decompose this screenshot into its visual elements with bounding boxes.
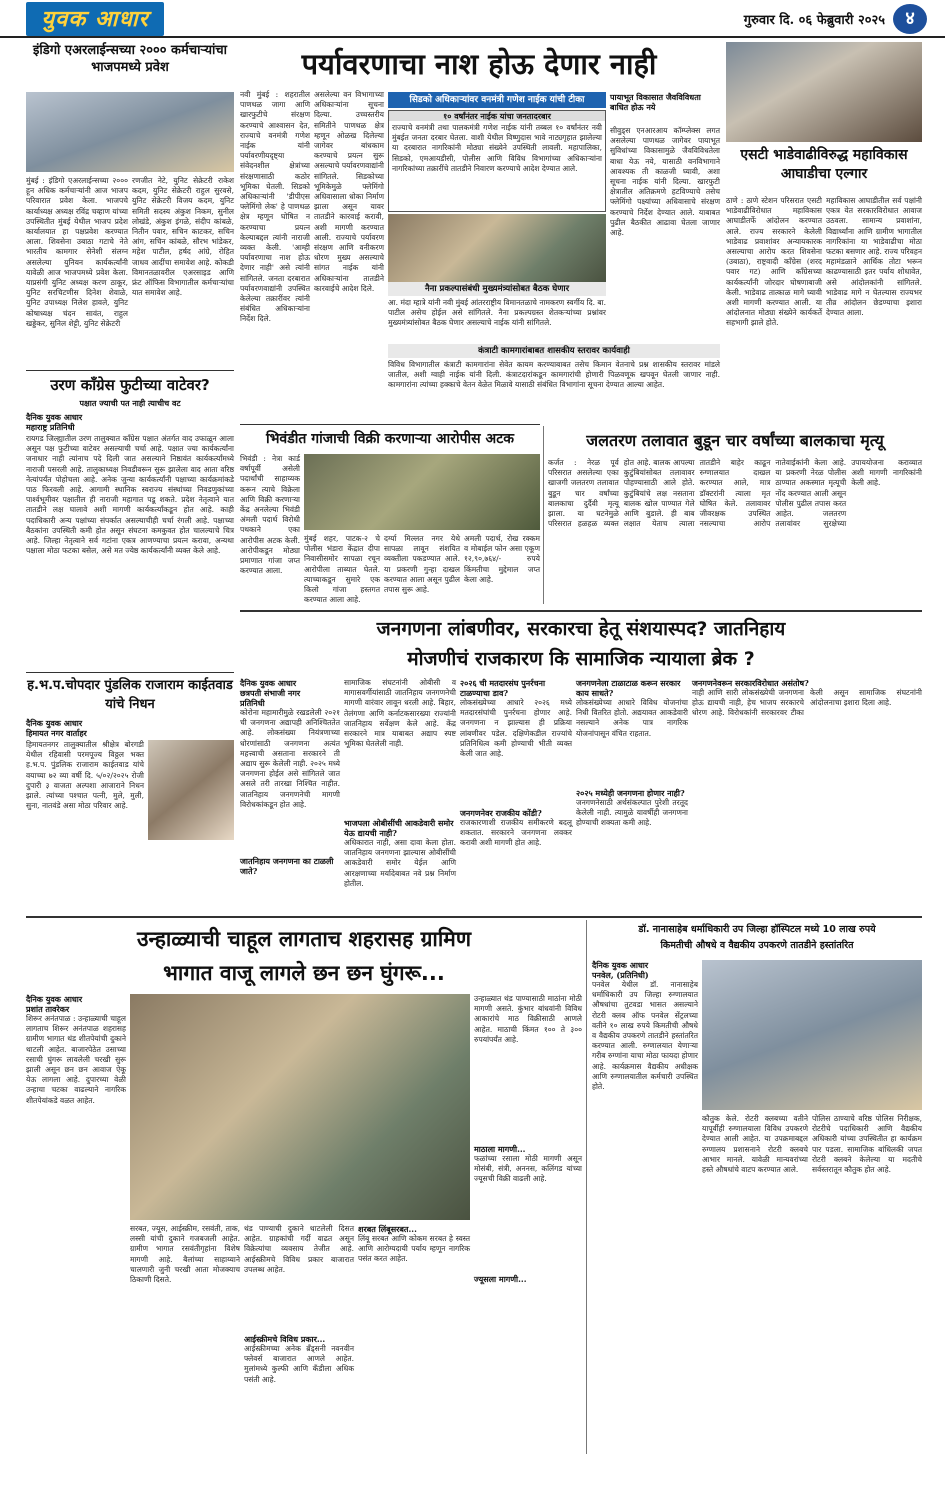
bhiwandi-body-col1: भिवंडी : नेत्रा कार्ड वर्षापूर्वी असेली पदार्थांची साहाय्यक करून त्याचे विक्रेला आणि विक्री करणाऱ्या केंद्र अनलेल्या भिवंडी अंमली पदार्थ विरोधी पथकाने एका आरोपीस अटक केली. आरोपीकडून मोठ्या प्रमाणात गांजा जप्त करण्यात आला. <box>240 454 300 576</box>
janaganana-col1 <box>240 678 340 910</box>
unhala-body1: शिरूर अनंतपाळ : उन्हाळ्याची चाहूल लागताच शिरूर अनंतपाळ शहरासह ग्रामीण भागात थंड शीतपेयांची दुकाने थाटली आहेत. बाजारपेठेत उसाच्या रसाची घुंगरू लावलेली चरखी सुरू झाली असून छन छन आवाज ऐकू येऊ लागला आहे. दुपारच्या वेळी उन्हाचा चटका वाढल्याने नागरिक शीतपेयांकडे वळत आहेत. <box>26 1014 126 1105</box>
unhala-photo <box>130 994 470 1220</box>
janaganana-headline-line1: जनगणना लांबणीवर, सरकारचा हेतू संशयास्पद? जातनिहाय <box>376 618 786 640</box>
page-number: ४ <box>893 4 927 34</box>
hospital-photo <box>702 960 922 1110</box>
jalantaran-body: कर्जत : नेरळ पूर्व परिसरात असलेल्या एका खाजगी जलतरण तलावात बुडून चार वर्षांच्या बालकाचा दुर्दैवी मृत्यू झाला. या घटनेमुळे परिसरात हळहळ व्यक्त होत आहे. बालक आपल्या कुटुंबियांसोबत तलावावर पोहण्यासाठी आले होते. कुटुंबियांचे लक्ष नसताना बालक खोल पाण्यात गेले आणि बुडाले. ही बाब लक्षात येताच त्याला तातडीने बाहेर काढून रुग्णालयात दाखल करण्यात आले, मात्र डॉक्टरांनी त्याला मृत घोषित केले. तलावावर जीवरक्षक उपस्थित नसल्याचा आरोप नातेवाईकांनी केला आहे. या प्रकरणी नेरळ पोलीस ठाण्यात अकस्मात मृत्यूची नोंद करण्यात आली असून पोलीस पुढील तपास करत आहेत. जलतरण तलावांवर सुरक्षेच्या उपाययोजना कराव्यात अशी मागणी नागरिकांनी केली आहे. <box>548 458 922 529</box>
hospital-byline-place: पनवेल, (प्रतिनिधी) <box>592 970 649 980</box>
janaganana-sub5: जनगणनेला टाळाटाळ करून सरकार काय साधते? <box>576 678 681 698</box>
paryavaran-photo <box>388 214 606 282</box>
janata-darbar-title: १० वर्षांनंतर नाईक यांचा जनतादरबार <box>389 111 605 121</box>
janaganana-sub2: भाजपला ओबीसींची आकडेवारी समोर येऊ द्यायची नाही? <box>344 818 454 838</box>
bhiwandi-body-col2: मुंबई शहर, पाटक-२ चे पोलीस भंडारा केंद्रात दीपा निवासीसमोर सापळा रचून आरोपीला ताब्यात घेतले. त्याच्याकडून सुमारे एक किलो गांजा हस्तगत करण्यात आला आहे. <box>304 534 380 605</box>
indigo-photo <box>26 92 234 172</box>
unhala-body2: सरबत, ज्यूस, आईस्क्रीम, रसवंती, ताक, लस्सी यांची दुकाने गजबजली आहेत. ग्रामीण भागात रसवंतीगृहांना विशेष मागणी आहे. बैलांच्या साहाय्याने चालणारी जुनी चरखी आता मोजक्याच ठिकाणी दिसते. <box>130 1224 240 1285</box>
uran-subheadline: पक्षात ज्याची पत नाही त्याचीच वट <box>79 398 181 408</box>
indigo-headline: इंडिगो एअरलाईन्सच्या २००० कर्मचाऱ्यांचा भाजपमध्ये प्रवेश <box>33 43 227 75</box>
msrtc-photo <box>726 42 922 142</box>
paryavaran-headline: पर्यावरणाचा नाश होऊ देणार नाही <box>301 47 657 81</box>
unhala-sub1: आईस्क्रीमचे विविध प्रकार... <box>244 1334 326 1344</box>
naina-caption: नैना प्रकल्पासंबंधी मुख्यमंत्र्यांसोबत बैठक घेणार <box>388 282 606 296</box>
janaganana-sub6: २०२५ मध्येही जनगणना होणार नाही? <box>576 788 685 798</box>
unhala-headline-line2: भागात वाजू लागले छन छन घुंगरू... <box>163 961 445 985</box>
unhala-body5: उन्हाळ्यात थंड पाण्यासाठी माठांना मोठी मागणी असते. कुंभार बांधवांनी विविध आकारांचे माठ विक्रीसाठी आणले आहेत. माठाची किंमत १०० ते ३०० रुपयांपर्यंत आहे. <box>474 994 582 1044</box>
janaganana-body6: लोकसंख्येच्या आधारे विविध योजनांचा निधी वितरित होतो. अद्ययावत आकडेवारी नसल्याने अनेक पात्र नागरिक योजनांपासून वंचित राहतात. <box>576 698 688 738</box>
masthead <box>0 0 945 38</box>
janata-darbar-body: राज्याचे वनमंत्री तथा पालकमंत्री गणेश नाईक यांनी तब्बल १० वर्षांनंतर नवी मुंबईत जनता दरबार घेतला. वाशी येथील विष्णुदास भावे नाट्यगृहात झालेल्या या दरबारात नागरिकांनी मोठ्या संख्येने उपस्थिती लावली. महापालिका, सिडको, एमआयडीसी, पोलीस आणि विविध विभागांच्या अधिकाऱ्यांना नागरिकांच्या तक्रारींचे तातडीने निवारण करण्याचे आदेश देण्यात आले. <box>392 123 602 173</box>
unhala-body7: लिंबू सरबत आणि कोकम सरबत हे स्वस्त आणि आरोग्यदायी पर्याय म्हणून नागरिक पसंत करत आहेत. <box>358 1234 470 1264</box>
paryavaran-headline-box <box>240 42 718 86</box>
uran-byline: दैनिक युवक आधार <box>26 412 83 422</box>
divider <box>586 920 587 1454</box>
indigo-headline-box <box>26 42 234 90</box>
bhiwandi-body-col3: दर्ग्या मिल्लत नगर येथे सापळा लावून संशयित व्यक्तीला पकडण्यात आले. या प्रकरणी गुन्हा दाखल करण्यात आला असून पुढील तपास सुरू आहे. <box>384 534 460 595</box>
hospital-headline-line1: डॉ. नानासाहेब धर्माधिकारी उप जिल्हा हॉस्पिटल मध्ये 10 लाख रुपये <box>638 924 876 935</box>
janaganana-body2: सामाजिक संघटनांनी ओबीसी व मागासवर्गीयांसाठी जातनिहाय जनगणनेची मागणी वारंवार लावून धरली आहे. बिहार, तेलंगणा आणि कर्नाटकसारख्या राज्यांनी जातनिहाय सर्वेक्षण केले आहे. केंद्र सरकारने मात्र याबाबत अद्याप स्पष्ट भूमिका घेतलेली नाही. <box>344 678 456 749</box>
uran-body: रायगड जिल्ह्यातील उरण तालुक्यात काँग्रेस पक्षात अंतर्गत वाद उफाळून आला असून पक्ष फुटीच्या वाटेवर असल्याची चर्चा आहे. पक्षात ज्या कार्यकर्त्यांना जनाधार नाही त्यांनाच पदे दिली जात असल्याने निष्ठावंत कार्यकर्त्यांमध्ये नाराजी पसरली आहे. तालुकाध्यक्ष निवडीवरून सुरू झालेला वाद आता वरिष्ठ नेत्यांपर्यंत पोहोचला आहे. अनेक जुन्या कार्यकर्त्यांनी पक्षाच्या कार्यक्रमांकडे पाठ फिरवली आहे. आगामी स्थानिक स्वराज्य संस्थांच्या निवडणुकांच्या पार्श्वभूमीवर पक्षातील ही नाराजी महागात पडू शकते. प्रदेश नेतृत्वाने यात तातडीने लक्ष घालावे अशी मागणी कार्यकर्त्यांकडून होत आहे. काही पदाधिकारी अन्य पक्षांच्या संपर्कात असल्याचीही चर्चा रंगली आहे. पक्षाच्या बैठकांना उपस्थिती कमी होत असून संघटना कमकुवत होत चालल्याचे चित्र आहे. जिल्हा नेतृत्वाने सर्व गटांना एकत्र आणण्याचा प्रयत्न करावा, अन्यथा पक्षाला मोठा फटका बसेल, असे मत ज्येष्ठ कार्यकर्त्यांनी व्यक्त केले आहे. <box>26 434 234 556</box>
paybhut-title-box <box>610 92 720 122</box>
bhiwandi-photo <box>304 454 540 530</box>
janaganana-byline-role: प्रतिनिधी <box>240 698 265 708</box>
uran-headline: उरण काँग्रेस फुटीच्या वाटेवर? <box>50 376 210 394</box>
janaganana-sub1: जातनिहाय जनगणना का टाळली जाते? <box>240 856 334 876</box>
obit-body: हिमायतनगर तालुक्यातील श्रीक्षेत्र बोरगडी येथील रहिवासी परमपूज्य विठ्ठल भक्त ह.भ.प. पुंडलिक राजाराम काईतवाड यांचे वयाच्या ७२ व्या वर्षी दि. ५/०२/२०२५ रोजी दुपारी ३ वाजता अल्पशा आजाराने निधन झाले. त्यांच्या पश्चात पत्नी, मुले, मुली, सुना, नातवंडे असा मोठा परिवार आहे. <box>26 740 144 811</box>
divider <box>26 916 922 918</box>
hospital-byline: दैनिक युवक आधार <box>592 960 649 970</box>
hospital-body3: पोलिस ठाण्याचे वरिष्ठ पोलिस निरीक्षक, रोटरीचे पदाधिकारी आणि वैद्यकीय अधिकारी यांच्या उपस्थितीत हा कार्यक्रम पार पडला. सामाजिक बांधिलकी जपत रोटरी क्लबने केलेल्या या मदतीचे सर्वस्तरातून कौतुक होत आहे. <box>812 1114 922 1175</box>
naina-body: आ. मंदा म्हात्रे यांनी नवी मुंबई आंतरराष्ट्रीय विमानतळाचे नामकरण स्वर्गीय दि. बा. पाटील असेच होईल असे सांगितले. नैना प्रकल्पग्रस्त शेतकऱ्यांच्या प्रश्नांवर मुख्यमंत्र्यांसोबत बैठक घेणार असल्याचे नाईक यांनी सांगितले. <box>388 298 606 328</box>
hospital-body2: कौतुक केले. रोटरी क्लबच्या वतीने यापूर्वीही रुग्णालयाला विविध उपकरणे देण्यात आली आहेत. या उपक्रमाबद्दल रुग्णालय प्रशासनाने रोटरी क्लबचे आभार मानले. यावेळी मान्यवरांच्या हस्ते औषधांचे वाटप करण्यात आले. <box>702 1114 808 1175</box>
unhala-body4: आईस्क्रीमच्या अनेक ब्रँड्सनी नवनवीन फ्लेवर्स बाजारात आणले आहेत. मुलांमध्ये कुल्फी आणि कँडीला अधिक पसंती आहे. <box>244 1344 354 1384</box>
unhala-byline: दैनिक युवक आधार <box>26 994 83 1004</box>
unhala-col4 <box>358 1224 470 1454</box>
divider <box>26 672 234 673</box>
janaganana-body3: अधिकारात नाही, असा दावा केला होता. जातनिहाय जनगणना झाल्यास ओबीसींची आकडेवारी समोर येईल आणि आरक्षणाच्या मर्यादेबाबत नवे प्रश्न निर्माण होतील. <box>344 838 456 888</box>
janaganana-body7: जनगणनेसाठी अर्थसंकल्पात पुरेशी तरतूद केलेली नाही. त्यामुळे यावर्षीही जनगणना होण्याची शक्यता कमी आहे. <box>576 798 688 828</box>
paybhut-title: पायाभूत विकासात जैवविविधता बाधित होऊ नये <box>610 92 701 112</box>
msrtc-body-col2: महाविकास आघाडीतील सर्व पक्षांनी एकत्र येत सरकारविरोधात आवाज उठवला. सामान्य प्रवाशांना, विद्यार्थ्यांना आणि ग्रामीण भागातील नागरिकांना या भाडेवाढीचा मोठा फटका बसणार आहे. राज्य परिवहन महामंडळाने आर्थिक तोटा भरून काढण्यासाठी इतर पर्याय शोधावेत, असे आंदोलकांनी सांगितले. भाडेवाढ मागे न घेतल्यास राज्यभर तीव्र आंदोलन छेडण्याचा इशारा देण्यात आला. <box>826 196 922 318</box>
divider <box>240 610 922 612</box>
janaganana-body8: नाही आणि सारी लोकसंख्येची जनगणना होऊ द्यायची नाही, हेच भाजप सरकारचे धोरण आहे. विरोधकांनी सरकारवर टीका केली असून सामाजिक संघटनांनी आंदोलनाचा इशारा दिला आहे. <box>692 688 922 718</box>
hospital-headline-line2: किमतीची औषधे व वैद्यकीय उपकरणे तातडीने हस्तांतरित <box>660 940 854 951</box>
divider <box>543 426 544 604</box>
paryavaran-subheadline: सिडको अधिकाऱ्यांवर वनमंत्री गणेश नाईक यांची टीका <box>388 92 606 108</box>
issue-date: गुरुवार दि. ०६ फेब्रुवारी २०२५ <box>743 13 885 28</box>
janaganana-sub3: २०२६ ची मतदारसंघ पुनर्रचना टाळण्याचा डाव? <box>460 678 546 698</box>
janaganana-col5 <box>692 678 922 910</box>
janaganana-body1: कोरोना महामारीमुळे रखडलेली २०२१ ची जनगणना अद्यापही अनिश्चिततेत आहे. लोकसंख्या नियंत्रणाच्या धोरणांसाठी जनगणना अत्यंत महत्त्वाची असताना सरकारने ती अद्याप सुरू केलेली नाही. २०२५ मध्ये जनगणना होईल असे सांगितले जात असले तरी तारखा निश्चित नाहीत. जातनिहाय जनगणनेची मागणी विरोधकांकडून होत आहे. <box>240 708 340 809</box>
janaganana-byline-place: छत्रपती संभाजी नगर <box>240 688 301 698</box>
janaganana-byline: दैनिक युवक आधार <box>240 678 297 688</box>
contract-workers-body: विविध विभागातील कंत्राटी कामगारांना सेवेत कायम करण्याबाबत तसेच किमान वेतनाचे प्रश्न शासकीय स्तरावर मांडले जातील, अशी ग्वाही नाईक यांनी दिली. कंत्राटदारांकडून कामगारांची होणारी पिळवणूक खपवून घेतली जाणार नाही. कामगारांना त्यांच्या हक्काचे वेतन वेळेत मिळावे यासाठी संबंधित विभागांना सूचना देण्यात आल्या आहेत. <box>388 360 720 390</box>
paybhut-body: सीवुड्स एनआरआय कॉम्प्लेक्स लगत असलेल्या पाणथळ जागेवर पायाभूत सुविधांच्या विकासामुळे जैवविविधतेला बाधा येऊ नये, यासाठी वनविभागाने आवश्यक ती काळजी घ्यावी, अशा सूचना नाईक यांनी दिल्या. खारफुटी क्षेत्रातील अतिक्रमणे हटविण्याचे तसेच फ्लेमिंगो पक्ष्यांच्या अधिवासाचे संरक्षण करण्याचे निर्देश देण्यात आले. याबाबत पुढील बैठकीत आढावा घेतला जाणार आहे. <box>610 126 720 238</box>
unhala-col1 <box>26 994 126 1454</box>
unhala-sub4: शरबत लिंबूसरबत... <box>358 1224 417 1234</box>
divider <box>240 424 540 425</box>
janaganana-col2 <box>344 678 456 910</box>
janaganana-col3 <box>460 678 572 910</box>
bhiwandi-body-col4: अमली पदार्थ, रोख रक्कम व मोबाईल फोन असा एकूण १२,९०,७६४/- रुपये किंमतीचा मुद्देमाल जप्त केला आहे. <box>464 534 540 584</box>
bhiwandi-headline: भिवंडीत गांजाची विक्री करणाऱ्या आरोपीस अटक <box>265 431 515 447</box>
unhala-col5 <box>474 994 582 1454</box>
msrtc-headline: एसटी भाडेवाढीविरुद्ध महाविकास आघाडीचा एल्गार <box>740 147 908 182</box>
janaganana-sub7: जनगणनेवरून सरकारविरोधात असंतोष? <box>692 678 809 688</box>
unhala-byline-name: प्रशांत तावरेकर <box>26 1004 70 1014</box>
paryavaran-body-col2: असलेल्या वन विभागाच्या अधिकाऱ्यांना सूचना दिल्या. उच्चस्तरीय समितीने पाणथळ क्षेत्र म्हणून ओळख दिलेल्या जागेवर बांधकाम करण्याचे प्रयत्न सुरू असल्याचे पर्यावरणवाद्यांनी सांगितले. सिडकोच्या भूमिकेमुळे फ्लेमिंगो अधिवासाला धोका निर्माण झाला असून यावर तातडीने कारवाई करावी, अशी मागणी करण्यात आली. राज्याचे पर्यावरण संरक्षण आणि वनीकरण धोरण मुख्य असल्याचे सांगत नाईक यांनी अधिकाऱ्यांना तातडीने कारवाईचे आदेश दिले. <box>314 90 384 293</box>
obit-headline: ह.भ.प.चोपदार पुंडलिक राजाराम काईतवाड यांचे निधन <box>27 678 233 712</box>
obit-byline: दैनिक युवक आधार <box>26 718 83 728</box>
paryavaran-body-col1: नवी मुंबई : शहरातील पाणथळ जागा आणि खारफुटीचे संरक्षण करण्याचे आश्वासन देत, राज्याचे वनमंत्री गणेश नाईक यांनी पर्यावरणीयदृष्ट्या संवेदनशील क्षेत्रांच्या संरक्षणासाठी कठोर भूमिका घेतली. सिडको अधिकाऱ्यांनी 'डीपीएस फ्लेमिंगो लेक' हे पाणथळ क्षेत्र म्हणून घोषित न करण्याचा प्रयत्न केल्याबद्दल त्यांनी नाराजी व्यक्त केली. 'आम्ही पर्यावरणाचा नाश होऊ देणार नाही' असे त्यांनी सांगितले. जनता दरबारात पर्यावरणवाद्यांनी उपस्थित केलेल्या तक्रारींवर त्यांनी संबंधित अधिकाऱ्यांना निर्देश दिले. <box>240 90 310 324</box>
indigo-body-col2: रणजीत नेटे, युनिट सेक्रेटरी राकेश कदम, युनिट सेक्रेटरी राहुल सुरवसे, युनिट सेक्रेटरी विजय कदम, युनिट समिती सदस्य अंकुश निकम, सुनील लोखंडे, अंकुश इंगळे, संदीप कांबळे, नितीन पवार, सचिन काटकर, सचिन आंग, सचिन कांबळे, सौरभ भांडेकर, महेश पाटील, हर्षद आंग्रे, रोहित जाधव आदींचा समावेश आहे. कोकडी विमानतळावरील एअरसाइड आणि फ्रंट ऑफिस विभागातील कर्मचाऱ्यांचा यात समावेश आहे. <box>132 176 234 298</box>
msrtc-headline-box <box>726 146 922 190</box>
janaganana-body5: राजकारणाशी राजकीय समीकरणे बदलू शकतात. सरकारने जनगणना लवकर करावी अशी मागणी होत आहे. <box>460 818 572 848</box>
obit-byline-place: हिमायत नगर वार्ताहर <box>26 728 87 738</box>
janata-darbar-box <box>388 110 606 212</box>
unhala-body3: थंड पाण्याची दुकाने थाटलेली दिसत आहेत. ग्राहकांची गर्दी वाढत असून विक्रेत्यांचा व्यवसाय तेजीत आहे. आईस्क्रीमचे विविध प्रकार बाजारात उपलब्ध आहेत. <box>244 1224 354 1274</box>
unhala-body6: फळांच्या रसाला मोठी मागणी असून मोसंबी, संत्री, अननस, कलिंगड यांच्या ज्यूसची विक्री वाढली आहे. <box>474 1154 582 1184</box>
unhala-sub2: माठाला मागणी... <box>474 1144 526 1154</box>
divider <box>26 370 234 371</box>
janaganana-col4 <box>576 678 688 910</box>
msrtc-body-col1: ठाणे : ठाणे स्टेशन परिसरात एसटी भाडेवाढीविरोधात महाविकास आघाडीतर्फे आंदोलन करण्यात आले. राज्य सरकारने केलेली भाडेवाढ प्रवाशांवर अन्यायकारक असल्याचा आरोप करत शिवसेना (उबाठा), राष्ट्रवादी काँग्रेस (शरद पवार गट) आणि काँग्रेसच्या कार्यकर्त्यांनी जोरदार घोषणाबाजी केली. भाडेवाढ तात्काळ मागे घ्यावी अशी मागणी करण्यात आली. या आंदोलनात मोठ्या संख्येने कार्यकर्ते सहभागी झाले होते. <box>726 196 822 328</box>
newspaper-logo: युवक आधार <box>26 2 164 36</box>
indigo-body-col1: मुंबई : इंडिगो एअरलाईन्सच्या २००० हून अधिक कर्मचाऱ्यांनी आज भाजप परिवारात प्रवेश केला. भाजपचे कार्याध्यक्ष अध्यक्ष रविंद्र चव्हाण यांच्या उपस्थितीत मुंबई येथील भाजप प्रदेश कार्यालयात हा पक्षप्रवेश करण्यात आला. शिवसेना उबाठा गटाचे नेते भारतीय कामगार सेनेशी संलग्न असलेल्या युनियन कार्यकर्त्यांनी यावेळी आज भाजपमध्ये प्रवेश केला. याप्रसंगी युनिट अध्यक्ष करण ठाकूर, युनिट सरचिटणीस दिनेश शेवाळे, युनिट उपाध्यक्ष निलेश हावले, युनिट कोषाध्यक्ष चंदन सावंत, राहुल खड्डेकर, सुनिल शेट्टी, युनिट सेक्रेटरी <box>26 176 128 328</box>
uran-byline-place: महाराष्ट्र प्रतिनिधी <box>26 422 75 432</box>
janaganana-body4: लोकसंख्येच्या आधारे २०२६ मध्ये मतदारसंघांची पुनर्रचना होणार आहे. जनगणना न झाल्यास ही प्रक्रिया लांबणीवर पडेल. दक्षिणेकडील राज्यांचे प्रतिनिधित्व कमी होण्याची भीती व्यक्त केली जात आहे. <box>460 698 572 759</box>
unhala-headline-line1: उन्हाळ्याची चाहूल लागताच शहरासह ग्रामिण <box>136 927 472 951</box>
hospital-col1 <box>592 960 698 1454</box>
janaganana-headline-line2: मोजणीचं राजकारण कि सामाजिक न्यायाला ब्रेक ? <box>407 648 755 670</box>
unhala-sub3: ज्यूसला मागणी... <box>474 1274 527 1284</box>
jalantaran-headline: जलतरण तलावात बुडून चार वर्षांच्या बालकाचा मृत्यू <box>586 431 884 450</box>
contract-workers-title: कंत्राटी कामगारांबाबत शासकीय स्तरावर कार्यवाही <box>388 344 720 358</box>
janaganana-sub4: जनगणनेवर राजकीय कोंडी? <box>460 808 542 818</box>
unhala-col3 <box>244 1224 354 1454</box>
obit-portrait <box>148 740 234 840</box>
hospital-body1: पनवेल येथील डॉ. नानासाहेब धर्माधिकारी उप जिल्हा रुग्णालयात औषधांचा तुटवडा भासत असल्याने रोटरी क्लब ऑफ पनवेल सेंट्रलच्या वतीने १० लाख रुपये किमतीची औषधे व वैद्यकीय उपकरणे तातडीने हस्तांतरित करण्यात आली. रुग्णालयात येणाऱ्या गरीब रुग्णांना याचा मोठा फायदा होणार आहे. कार्यक्रमास वैद्यकीय अधीक्षक आणि रुग्णालयातील कर्मचारी उपस्थित होते. <box>592 980 698 1092</box>
